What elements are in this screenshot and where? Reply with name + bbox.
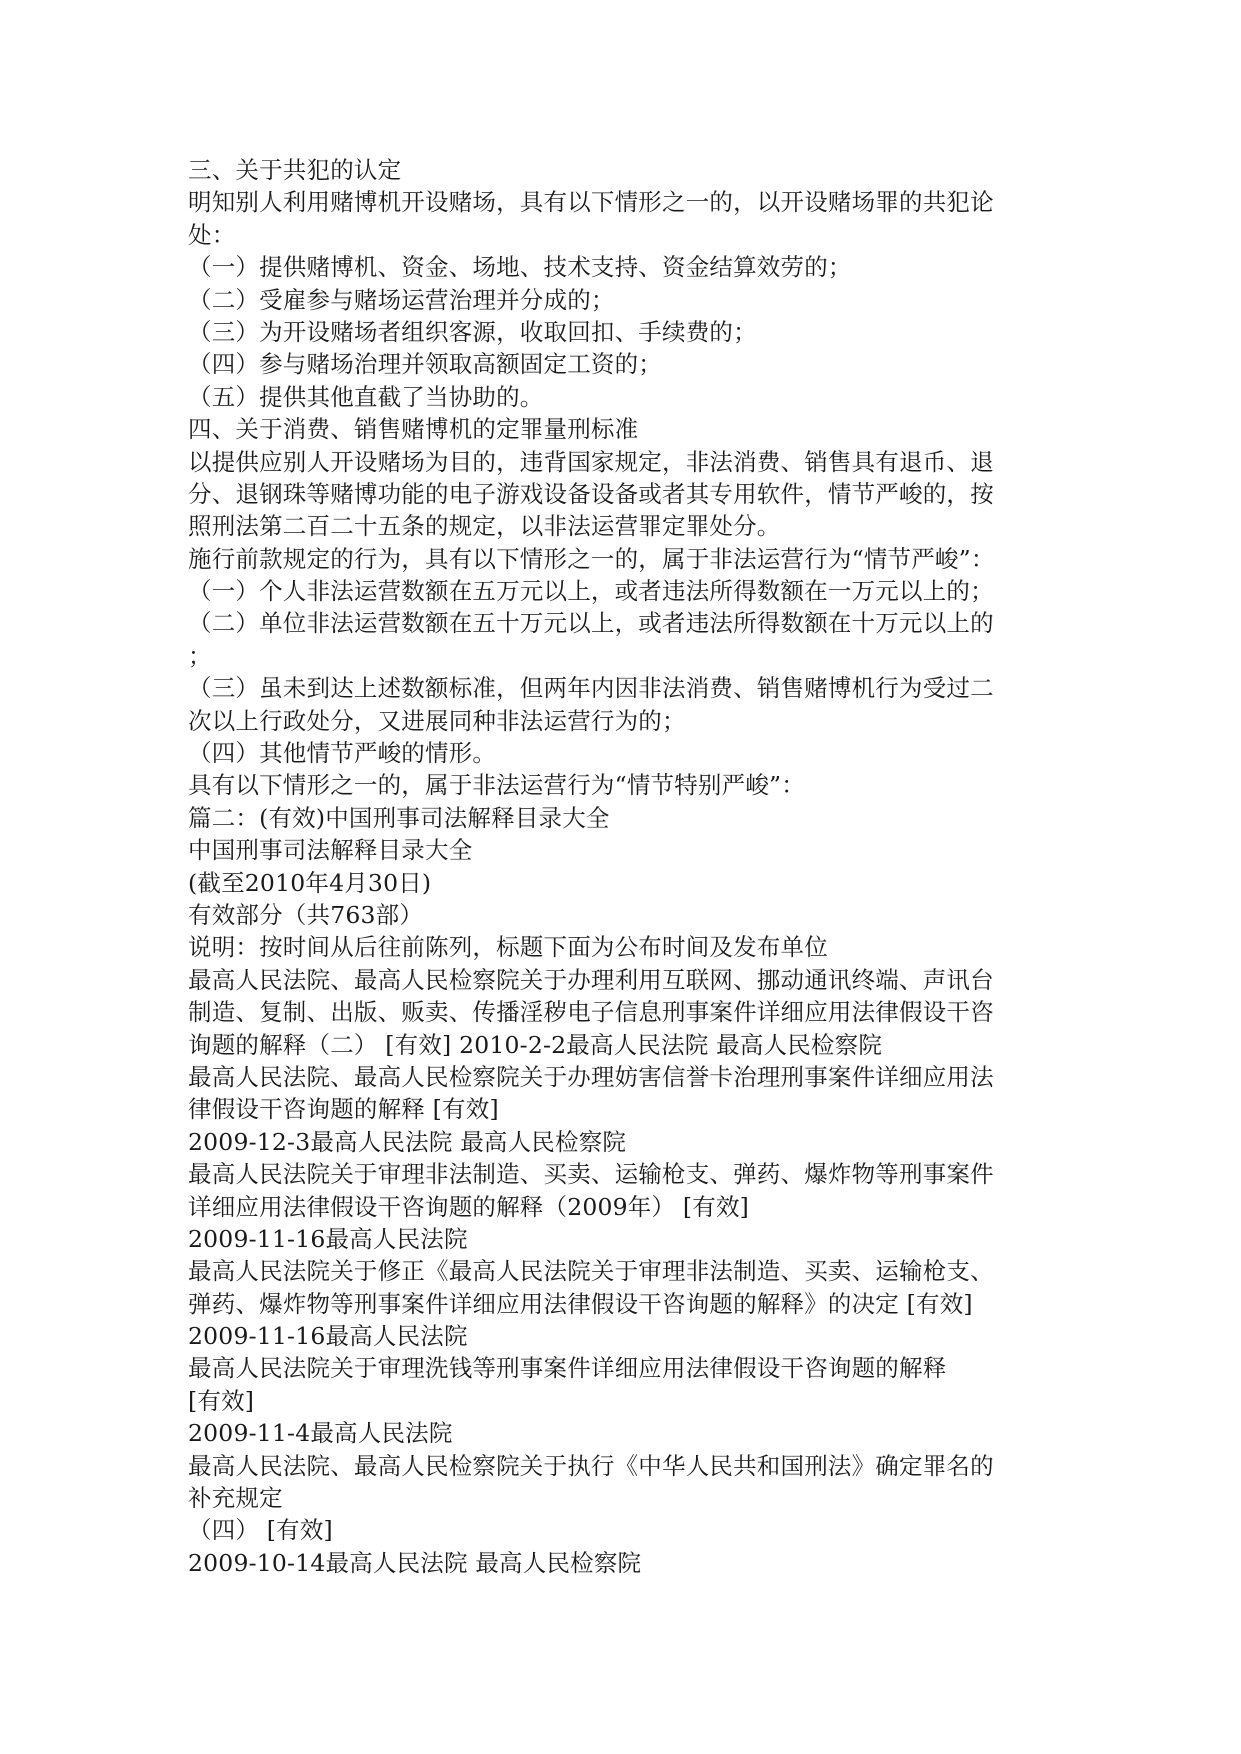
- catalog-entry: 制造、复制、出版、贩卖、传播淫秽电子信息刑事案件详细应用法律假设干咨: [188, 998, 994, 1027]
- catalog-entry-date: 2009-11-4最高人民法院: [188, 1419, 453, 1448]
- list-item: （四）参与赌场治理并领取高额固定工资的；: [188, 350, 662, 379]
- paragraph-line: 施行前款规定的行为，具有以下情形之一的，属于非法运营行为“情节严峻”：: [188, 544, 995, 573]
- catalog-entry: 询题的解释（二） [有效] 2010-2-2最高人民法院 最高人民检察院: [188, 1030, 883, 1059]
- paragraph-line: 具有以下情形之一的，属于非法运营行为“情节特别严峻”：: [188, 771, 805, 800]
- list-item: （五）提供其他直截了当协助的。: [188, 382, 544, 411]
- list-item: （三）虽未到达上述数额标准，但两年内因非法消费、销售赌博机行为受过二: [188, 674, 994, 703]
- list-item: 次以上行政处分，又进展同种非法运营行为的；: [188, 706, 686, 735]
- catalog-count: 有效部分（共763部）: [188, 900, 424, 929]
- paragraph-line: 明知别人利用赌博机开设赌场，具有以下情形之一的，以开设赌场罪的共犯论: [188, 188, 994, 217]
- list-item: （二）单位非法运营数额在五十万元以上，或者违法所得数额在十万元以上的: [188, 609, 994, 638]
- list-item: （四）其他情节严峻的情形。: [188, 739, 497, 768]
- catalog-entry: 最高人民法院、最高人民检察院关于执行《中华人民共和国刑法》确定罪名的: [188, 1451, 994, 1480]
- paragraph-line: 分、退钢珠等赌博功能的电子游戏设备设备或者其专用软件，情节严峻的，按: [188, 479, 994, 508]
- catalog-entry: 最高人民法院关于审理洗钱等刑事案件详细应用法律假设干咨询题的解释: [188, 1354, 947, 1383]
- list-item: ；: [188, 641, 212, 670]
- paragraph-line: 照刑法第二百二十五条的规定，以非法运营罪定罪处分。: [188, 512, 781, 541]
- paragraph-line: 以提供应别人开设赌场为目的，违背国家规定，非法消费、销售具有退币、退: [188, 447, 994, 476]
- section-heading-accomplice: 三、关于共犯的认定: [188, 156, 402, 184]
- catalog-note: 说明：按时间从后往前陈列，标题下面为公布时间及发布单位: [188, 933, 828, 962]
- list-item: （二）受雇参与赌场运营治理并分成的；: [188, 285, 615, 314]
- list-item: （三）为开设赌场者组织客源，收取回扣、手续费的；: [188, 317, 757, 346]
- catalog-entry: 补充规定: [188, 1484, 283, 1513]
- catalog-entry: 律假设干咨询题的解释 [有效]: [188, 1095, 499, 1124]
- paragraph-line: 处：: [188, 220, 236, 249]
- catalog-title: 中国刑事司法解释目录大全: [188, 836, 473, 865]
- catalog-entry: 最高人民法院关于审理非法制造、买卖、运输枪支、弹药、爆炸物等刑事案件: [188, 1160, 994, 1189]
- chapter-title: 篇二：(有效)中国刑事司法解释目录大全: [188, 803, 610, 832]
- catalog-entry-date: 2009-11-16最高人民法院: [188, 1322, 468, 1351]
- catalog-entry: 最高人民法院、最高人民检察院关于办理利用互联网、挪动通讯终端、声讯台: [188, 965, 994, 994]
- catalog-date: (截至2010年4月30日): [188, 868, 432, 897]
- list-item: （一）个人非法运营数额在五万元以上，或者违法所得数额在一万元以上的；: [188, 577, 994, 606]
- catalog-entry: 弹药、爆炸物等刑事案件详细应用法律假设干咨询题的解释》的决定 [有效]: [188, 1289, 973, 1318]
- catalog-entry: 最高人民法院关于修正《最高人民法院关于审理非法制造、买卖、运输枪支、: [188, 1257, 994, 1286]
- section-heading-sentencing: 四、关于消费、销售赌博机的定罪量刑标准: [188, 415, 639, 444]
- catalog-entry: [有效]: [188, 1386, 255, 1415]
- catalog-entry: 最高人民法院、最高人民检察院关于办理妨害信誉卡治理刑事案件详细应用法: [188, 1062, 994, 1091]
- catalog-entry: （四） [有效]: [188, 1516, 333, 1545]
- list-item: （一）提供赌博机、资金、场地、技术支持、资金结算效劳的；: [188, 253, 852, 282]
- catalog-entry-date: 2009-12-3最高人民法院 最高人民检察院: [188, 1127, 627, 1156]
- catalog-entry-date: 2009-11-16最高人民法院: [188, 1224, 468, 1253]
- catalog-entry: 详细应用法律假设干咨询题的解释（2009年） [有效]: [188, 1192, 750, 1221]
- document-body: [188, 154, 1048, 1579]
- catalog-entry-date: 2009-10-14最高人民法院 最高人民检察院: [188, 1548, 642, 1577]
